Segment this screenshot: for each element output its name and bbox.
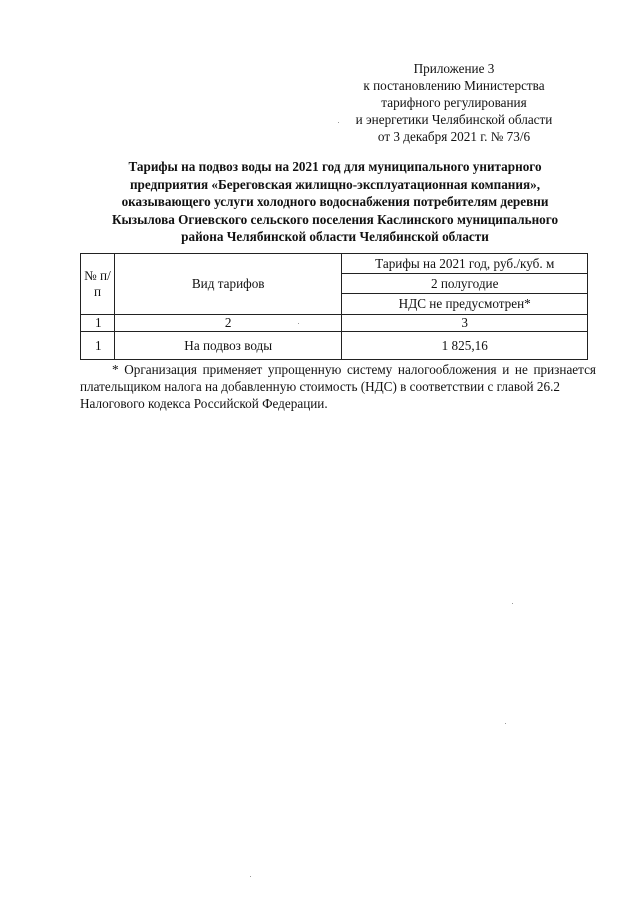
header-cell-type: Вид тарифов	[114, 254, 341, 315]
appendix-line: от 3 декабря 2021 г. № 73/6	[377, 129, 531, 144]
title-line: предприятия «Береговская жилищно-эксплуатационная компания»,	[129, 176, 541, 192]
title-line: Кызылова Огиевского сельского поселения Каслинского муниципального	[111, 211, 559, 227]
appendix-line: к постановлению Министерства	[363, 78, 545, 93]
column-number-cell: 1	[81, 315, 115, 332]
header-cell-tariff: Тарифы на 2021 год, руб./куб. м	[342, 254, 588, 274]
footnote	[80, 361, 596, 412]
table-row	[81, 332, 588, 360]
appendix-line: Приложение 3	[413, 61, 495, 76]
appendix-line: тарифного регулирования	[381, 95, 527, 110]
header-cell-period: 2 полугодие	[342, 274, 588, 294]
header-cell-number: № п/п	[81, 254, 115, 315]
row-number-cell: 1	[81, 332, 115, 360]
column-number-cell: 3	[342, 315, 588, 332]
title-line: района Челябинской области Челябинской области	[181, 229, 489, 245]
row-type-cell: На подвоз воды	[114, 332, 341, 360]
document-title	[60, 158, 610, 246]
column-number-cell: 2	[114, 315, 341, 332]
title-line: оказывающего услуги холодного водоснабжения потребителям деревни	[121, 194, 549, 210]
header-cell-vat: НДС не предусмотрен*	[342, 294, 588, 315]
appendix-line: и энергетики Челябинской области	[355, 112, 553, 127]
title-line: Тарифы на подвоз воды на 2021 год для муниципального унитарного	[128, 159, 542, 174]
column-number-row	[81, 315, 588, 332]
footnote-text: * Организация применяет упрощенную систему налогообложения и не признается плательщиком налога на добавленную стоимость (НДС) в соответствии с главой 26.2	[80, 362, 596, 394]
footnote-text-end: Налогового кодекса Российской Федерации.	[80, 396, 328, 411]
row-value-cell: 1 825,16	[342, 332, 588, 360]
appendix-header	[320, 60, 588, 145]
tariffs-table	[80, 253, 588, 360]
